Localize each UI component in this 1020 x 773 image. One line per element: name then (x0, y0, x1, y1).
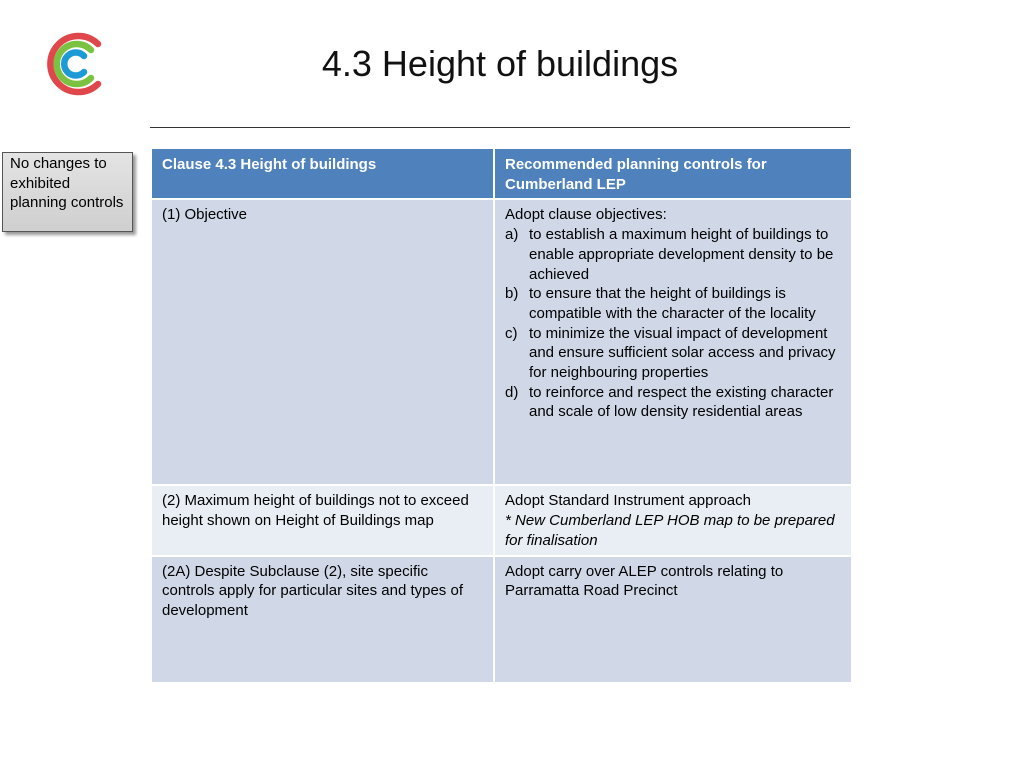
clause-max-height-cell: (2) Maximum height of buildings not to exceed height shown on Height of Buildings map (151, 485, 494, 555)
table-row (151, 556, 852, 683)
list-item (505, 383, 841, 422)
objective-control-cell (494, 199, 852, 485)
list-item (505, 284, 841, 323)
list-item (505, 225, 841, 284)
max-height-control-text: Adopt Standard Instrument approach (505, 492, 751, 510)
max-height-control-cell (494, 485, 852, 555)
clause-site-specific-cell: (2A) Despite Subclause (2), site specific controls apply for particular sites and types of development (151, 556, 494, 683)
site-specific-control-cell: Adopt carry over ALEP controls relating to Parramatta Road Precinct (494, 556, 852, 683)
logo-icon (44, 32, 104, 96)
list-item (505, 324, 841, 383)
list-marker: d) (505, 383, 519, 401)
page-title: 4.3 Height of buildings (321, 43, 679, 84)
header-clause: Clause 4.3 Height of buildings (151, 148, 494, 199)
header-recommended-controls: Recommended planning controls for Cumberland LEP (494, 148, 852, 199)
title-divider (150, 127, 850, 128)
height-of-buildings-table (150, 147, 853, 684)
clause-objective-cell: (1) Objective (151, 199, 494, 485)
objective-intro: Adopt clause objectives: (505, 206, 667, 224)
table-row (151, 199, 852, 485)
list-marker: a) (505, 226, 519, 244)
list-marker: c) (505, 324, 518, 342)
list-marker: b) (505, 285, 519, 303)
table-row (151, 485, 852, 555)
table-header-row (151, 148, 852, 199)
list-item-text: to reinforce and respect the existing character and scale of low density residential areas (529, 383, 834, 421)
list-item-text: to minimize the visual impact of development and ensure sufficient solar access and privacy for neighbouring properties (529, 324, 836, 382)
list-item-text: to establish a maximum height of buildings to enable appropriate development density to be achieved (529, 226, 834, 283)
status-note-box: No changes to exhibited planning controls (2, 152, 133, 232)
list-item-text: to ensure that the height of buildings is compatible with the character of the locality (529, 285, 816, 322)
hob-map-note: * New Cumberland LEP HOB map to be prepared for finalisation (505, 512, 835, 549)
council-logo (44, 32, 104, 96)
objective-list (505, 225, 841, 422)
